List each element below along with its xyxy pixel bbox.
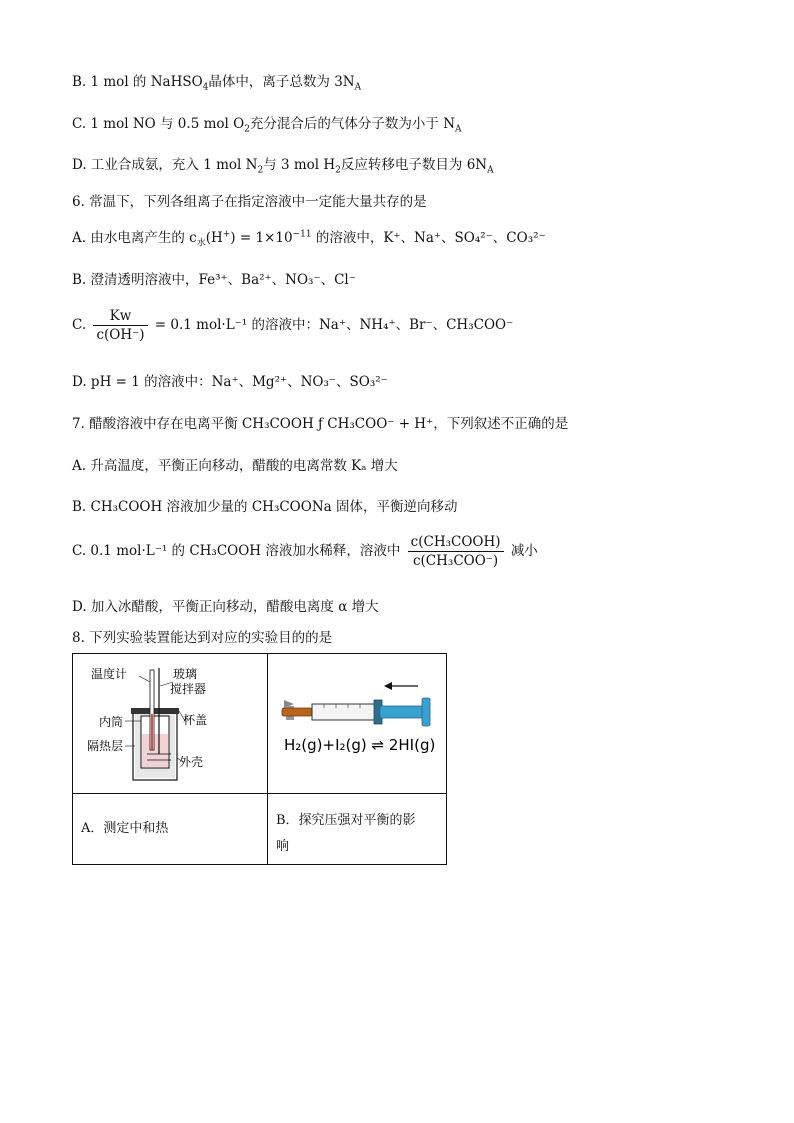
- q6-option-d: D. pH = 1 的溶液中：Na⁺、Mg²⁺、NO₃⁻、SO₃²⁻: [72, 374, 388, 390]
- q8-experiment-table: [72, 653, 447, 865]
- calorimeter-diagram: [73, 654, 267, 789]
- label-glass2: 搅拌器: [170, 682, 207, 696]
- q7-option-c: C. 0.1 mol·L⁻¹ 的 CH₃COOH 溶液加水稀释，溶液中 $\frac{\text{c(CH₃COOH)}}{\text{c(CH₃COO⁻)}}$ 减小: [72, 534, 538, 569]
- cup-lid: [131, 708, 179, 714]
- stopcock-valve: [282, 708, 312, 716]
- label-thermometer: 温度计: [91, 667, 128, 681]
- figure-syringe: [268, 654, 447, 794]
- syringe-plunger: [380, 706, 424, 718]
- q6-c-fraction: $\frac{Kw}{c(OH^-)}$: [93, 307, 147, 344]
- label-outer: 外壳: [179, 755, 204, 769]
- q5-option-d: D. 工业合成氨，充入 1 mol $N_2$与 3 mol $H_2$反应转移电子数目为 $6N_A$: [72, 157, 494, 176]
- label-lid: 杯盖: [183, 713, 208, 727]
- q6-option-a: A. 由水电离产生的 $c_水(H^+) = 1\times 10^{-11}$ 的溶液中，K⁺、Na⁺、SO₄²⁻、CO₃²⁻: [72, 229, 546, 249]
- q7-option-a: A. 升高温度，平衡正向移动，醋酸的电离常数 Kₐ 增大: [72, 458, 398, 474]
- syringe-barrel: [312, 704, 376, 720]
- equilibrium-equation: H₂(g)+I₂(g) ⇌ 2HI(g): [284, 736, 436, 754]
- label-insulation: 隔热层: [87, 739, 124, 753]
- q7-option-d: D. 加入冰醋酸，平衡正向移动，醋酸电离度 α 增大: [72, 599, 379, 615]
- q8-stem: 8. 下列实验装置能达到对应的实验目的的是: [72, 630, 333, 646]
- q5-option-c: C. 1 mol NO 与 0.5 mol $O_2$充分混合后的气体分子数为小于 $N_A$: [72, 116, 462, 135]
- liquid: [142, 734, 168, 767]
- q7-option-b: B. CH₃COOH 溶液加少量的 CH₃COONa 固体，平衡逆向移动: [72, 499, 458, 515]
- q7-stem: 7. 醋酸溶液中存在电离平衡 CH₃COOH ƒ CH₃COO⁻ + H⁺，下列叙述不正确的是: [72, 416, 569, 432]
- q6-stem: 6. 常温下，下列各组离子在指定溶液中一定能大量共存的是: [72, 194, 427, 210]
- label-glass1: 玻璃: [173, 667, 198, 681]
- option-a-label: A．测定中和热: [81, 821, 169, 836]
- figure-calorimeter: [73, 654, 268, 794]
- option-b-cell: [268, 794, 447, 865]
- label-inner: 内筒: [99, 715, 124, 729]
- q7-c-fraction: $\frac{\text{c(CH₃COOH)}}{\text{c(CH₃COO⁻)}}$: [408, 533, 504, 570]
- option-a-cell: [73, 794, 268, 865]
- syringe-diagram: [268, 654, 446, 789]
- option-b-label: B．探究压强对平衡的影响: [276, 813, 416, 854]
- q6-option-b: B. 澄清透明溶液中，Fe³⁺、Ba²⁺、NO₃⁻、Cl⁻: [72, 272, 356, 288]
- q6-option-c: C. $\frac{Kw}{c(OH^-)}$ = 0.1 mol·L⁻¹ 的溶液中：Na⁺、NH₄⁺、Br⁻、CH₃COO⁻: [72, 308, 514, 343]
- q5-option-b: B. 1 mol 的 NaHSO$_4$晶体中，离子总数为 $3N_A$: [72, 74, 362, 93]
